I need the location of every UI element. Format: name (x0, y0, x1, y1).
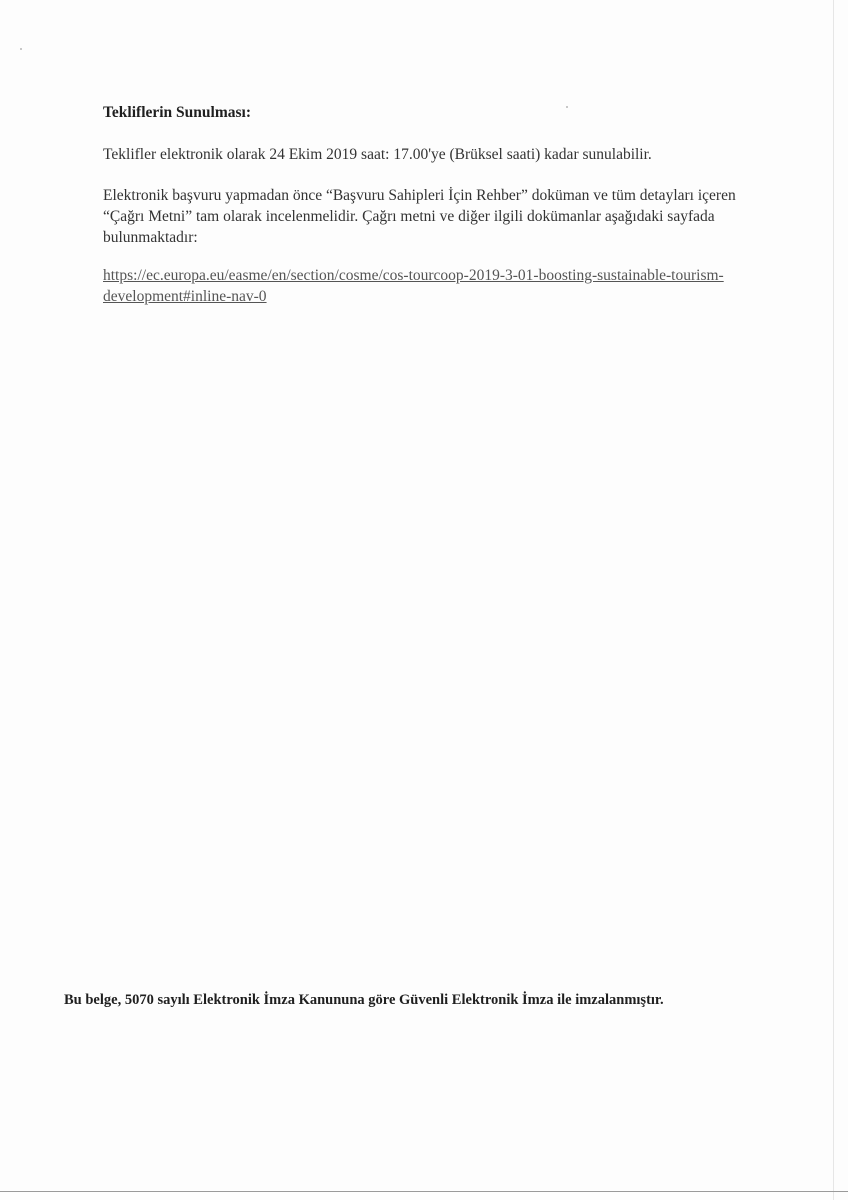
scan-speck (20, 48, 22, 50)
scan-edge-bottom (0, 1191, 848, 1192)
application-paragraph-line: Elektronik başvuru yapmadan önce “Başvuru Sahipleri İçin Rehber” doküman ve tüm detayları içeren (103, 187, 736, 204)
scan-speck (566, 106, 568, 108)
section-heading: Tekliflerin Sunulması: (103, 104, 252, 121)
deadline-paragraph: Teklifler elektronik olarak 24 Ekim 2019 saat: 17.00'ye (Brüksel saati) kadar sunulabilir. (103, 146, 652, 163)
application-paragraph-line: bulunmaktadır: (103, 229, 198, 246)
call-document-link[interactable]: development#inline-nav-0 (103, 288, 267, 305)
call-document-link[interactable]: https://ec.europa.eu/easme/en/section/cosme/cos-tourcoop-2019-3-01-boosting-sustainable-tourism- (103, 267, 724, 284)
scan-edge-right (833, 0, 834, 1200)
e-signature-note: Bu belge, 5070 sayılı Elektronik İmza Kanununa göre Güvenli Elektronik İmza ile imzalanmıştır. (64, 992, 664, 1008)
application-paragraph-line: “Çağrı Metni” tam olarak incelenmelidir. Çağrı metni ve diğer ilgili dokümanlar aşağıdaki sayfada (103, 208, 715, 225)
